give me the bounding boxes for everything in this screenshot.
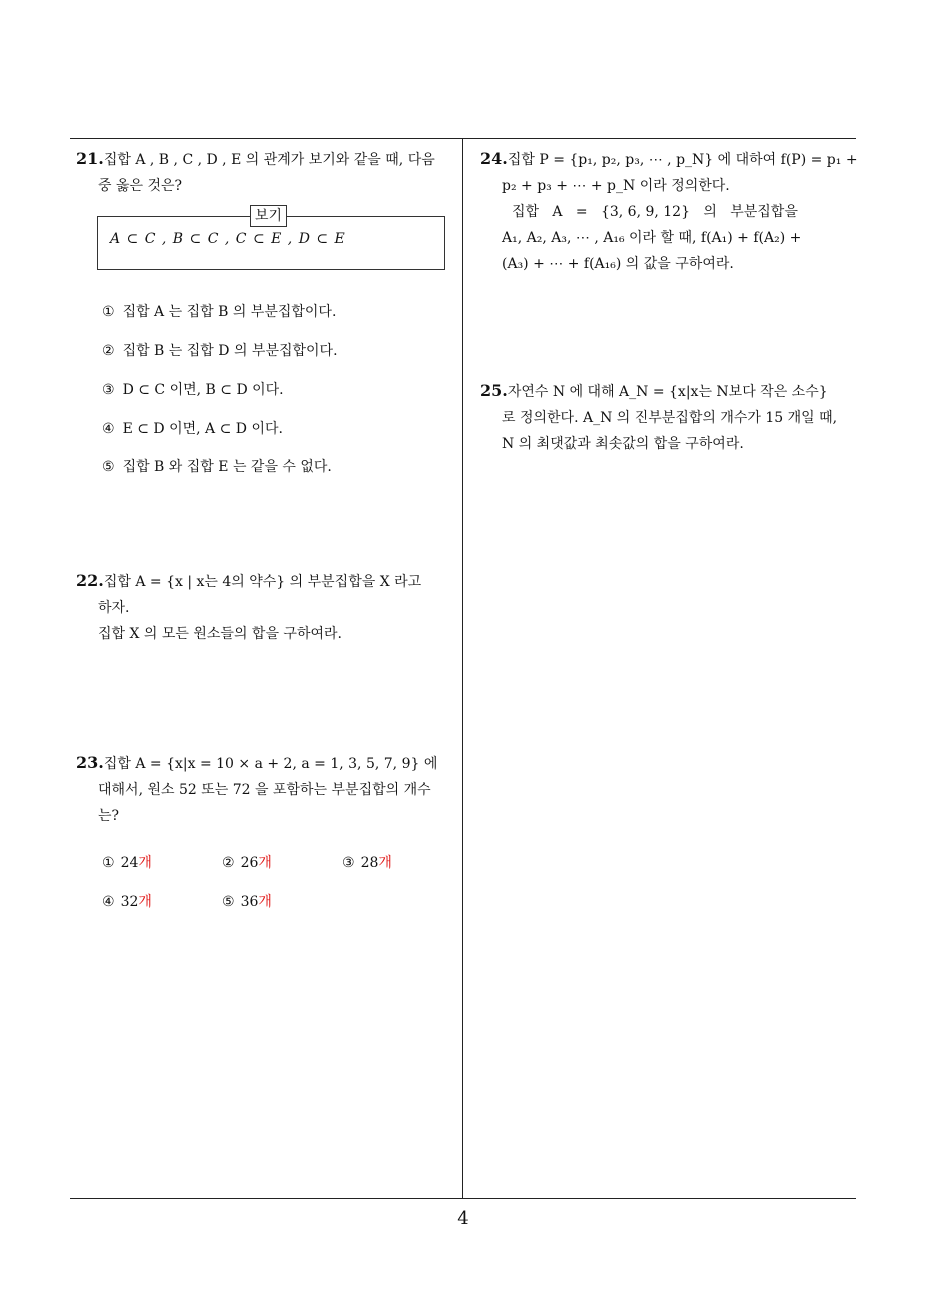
choice-5[interactable] [222, 891, 272, 913]
choice-unit: 개 [258, 855, 272, 871]
choice-text: 집합 B 는 집합 D 의 부분집합이다. [122, 343, 338, 359]
question-number: 23. [76, 753, 104, 772]
question-text: (A₃) + ⋯ + f(A₁₆) 의 값을 구하여라. [502, 256, 734, 272]
choice-2[interactable] [222, 852, 272, 874]
choice-text: 집합 A 는 집합 B 의 부분집합이다. [122, 304, 337, 320]
question-text: 집합 X 의 모든 원소들의 합을 구하여라. [98, 626, 342, 642]
choice-mark: ⑤ [102, 459, 115, 475]
question-number: 21. [76, 149, 104, 168]
question-text: 는? [98, 808, 120, 824]
choice-text: E ⊂ D 이면, A ⊂ D 이다. [122, 421, 283, 437]
bottom-rule [70, 1198, 856, 1199]
question-text: 집합 A = {x | x는 4의 약수} 의 부분집합을 X 라고 [103, 574, 422, 590]
choice-unit: 개 [138, 855, 152, 871]
choice-value: 32 [120, 894, 139, 910]
question-text: 집합 A = {3, 6, 9, 12} 의 부분집합을 [512, 204, 798, 220]
question-text: A₁, A₂, A₃, ⋯ , A₁₆ 이라 할 때, f(A₁) + f(A₂) + [502, 230, 802, 246]
choice-1[interactable] [102, 852, 152, 874]
page-number: 4 [457, 1208, 469, 1229]
choice-mark: ③ [102, 382, 115, 398]
question-22 [76, 568, 456, 647]
question-text: N 의 최댓값과 최솟값의 합을 구하여라. [502, 436, 744, 452]
bogi-content: A ⊂ C , B ⊂ C , C ⊂ E , D ⊂ E [110, 231, 345, 247]
choice-unit: 개 [138, 894, 152, 910]
choice-text: 집합 B 와 집합 E 는 같을 수 없다. [122, 459, 332, 475]
choice-unit: 개 [378, 855, 392, 871]
question-text: 집합 A = {x|x = 10 × a + 2, a = 1, 3, 5, 7, 9} 에 [103, 756, 438, 772]
choice-mark: ② [102, 343, 115, 359]
question-number: 24. [480, 149, 508, 168]
choice-value: 24 [120, 855, 139, 871]
choice-mark: ⑤ [222, 894, 235, 910]
question-number: 22. [76, 571, 104, 590]
choice-5[interactable] [102, 456, 332, 478]
question-24 [480, 146, 860, 277]
question-text: 중 옳은 것은? [98, 178, 183, 194]
choice-2[interactable] [102, 340, 338, 362]
choice-mark: ① [102, 304, 115, 320]
bogi-title: 보기 [250, 205, 287, 227]
question-text: 로 정의한다. A_N 의 진부분집합의 개수가 15 개일 때, [502, 410, 838, 426]
column-divider [462, 139, 463, 1198]
question-text: 집합 P = {p₁, p₂, p₃, ⋯ , p_N} 에 대하여 f(P) = p₁ + [507, 152, 858, 168]
top-rule [70, 138, 856, 139]
choice-mark: ③ [342, 855, 355, 871]
choice-3[interactable] [102, 379, 284, 401]
choice-unit: 개 [258, 894, 272, 910]
choice-value: 26 [240, 855, 259, 871]
question-text: 대해서, 원소 52 또는 72 을 포함하는 부분집합의 개수 [98, 782, 431, 798]
bogi-box [97, 208, 445, 270]
choice-3[interactable] [342, 852, 392, 874]
question-text: 집합 A , B , C , D , E 의 관계가 보기와 같을 때, 다음 [103, 152, 435, 168]
choice-text: D ⊂ C 이면, B ⊂ D 이다. [122, 382, 284, 398]
question-text: 하자. [98, 600, 130, 616]
choice-mark: ④ [102, 894, 115, 910]
question-23 [76, 750, 456, 829]
choice-4[interactable] [102, 418, 283, 440]
choice-mark: ④ [102, 421, 115, 437]
question-25 [480, 378, 860, 457]
question-21 [76, 146, 456, 199]
choice-value: 28 [360, 855, 379, 871]
choice-4[interactable] [102, 891, 152, 913]
choice-1[interactable] [102, 301, 336, 323]
question-text: 자연수 N 에 대해 A_N = {x|x는 N보다 작은 소수} [507, 384, 828, 400]
choice-mark: ① [102, 855, 115, 871]
choice-mark: ② [222, 855, 235, 871]
question-number: 25. [480, 381, 508, 400]
question-text: p₂ + p₃ + ⋯ + p_N 이라 정의한다. [502, 178, 730, 194]
choice-value: 36 [240, 894, 259, 910]
